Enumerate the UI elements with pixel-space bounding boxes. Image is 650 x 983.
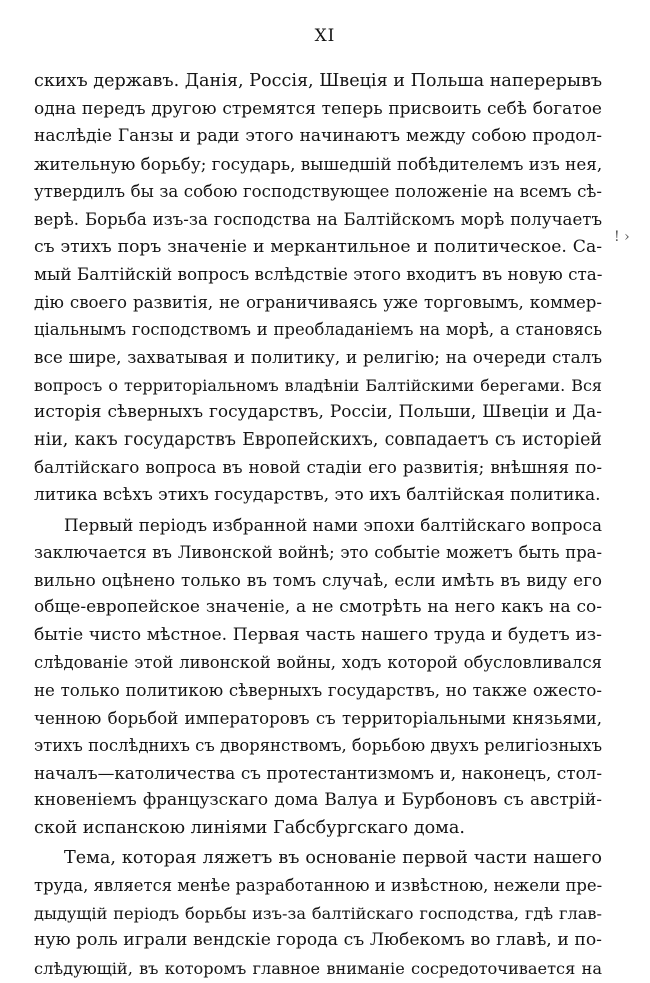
- text-line: съ этихъ поръ значеніе и меркантильное и политическое. Са-: [34, 236, 602, 257]
- paragraph-3: [34, 845, 602, 983]
- text-line: слѣдованіе этой ливонской войны, ходъ которой обусловливался: [34, 653, 602, 673]
- text-line: ную роль играли вендскіе города съ Любекомъ во главѣ, и по-: [34, 930, 602, 951]
- paragraph-1: [34, 68, 602, 510]
- text-line: дію своего развитія, не ограничиваясь уже торговымъ, коммер-: [34, 292, 602, 312]
- text-line: не только политикою сѣверныхъ государствъ, но также ожесто-: [34, 681, 602, 701]
- text-line: труда, является менѣе разработанною и извѣстною, нежели пре-: [34, 876, 602, 896]
- text-line: утвердилъ бы за собою господствующее положеніе на всемъ сѣ-: [34, 182, 602, 202]
- text-line: мый Балтійскій вопросъ вслѣдствіе этого входитъ въ новую ста-: [34, 264, 602, 285]
- text-line: Тема, которая ляжетъ въ основаніе первой части нашего: [64, 847, 602, 868]
- text-line: исторія сѣверныхъ государствъ, Россіи, Польши, Швеціи и Да-: [34, 402, 602, 423]
- text-line: слѣдующій, въ которомъ главное вниманіе сосредоточивается на: [34, 959, 602, 978]
- text-line: дыдущій періодъ борьбы изъ-за балтійскаго господства, гдѣ глав-: [34, 903, 602, 923]
- page-number: XI: [314, 26, 336, 46]
- body-text: [34, 68, 602, 983]
- text-line: верѣ. Борьба изъ-за господства на Балтійскомъ морѣ получаетъ: [34, 209, 602, 229]
- text-line: одна передъ другою стремятся теперь присвоить себѣ богатое: [34, 98, 602, 119]
- text-line: кновеніемъ французскаго дома Валуа и Бурбоновъ съ австрій-: [34, 790, 602, 811]
- text-line: бытіе чисто мѣстное. Первая часть нашего труда и будетъ из-: [34, 624, 602, 645]
- text-line: жительную борьбу; государь, вышедшій побѣдителемъ изъ нея,: [34, 153, 602, 174]
- text-line: этихъ послѣднихъ съ дворянствомъ, борьбою двухъ религіозныхъ: [34, 736, 602, 756]
- text-line: Первый періодъ избранной нами эпохи балтійскаго вопроса: [64, 514, 602, 535]
- text-line: скихъ державъ. Данія, Россія, Швеція и Польша наперерывъ: [34, 71, 602, 91]
- text-line: наслѣдіе Ганзы и ради этого начинаютъ между собою продол-: [34, 126, 602, 147]
- margin-annotation-mark: ! ›: [614, 229, 630, 245]
- text-line: литика всѣхъ этихъ государствъ, это ихъ балтійская политика.: [34, 484, 601, 505]
- text-line: балтійскаго вопроса въ новой стадіи его развитія; внѣшняя по-: [34, 457, 602, 478]
- text-line: ніи, какъ государствъ Европейскихъ, совпадаетъ съ исторіей: [34, 429, 602, 450]
- text-line: заключается въ Ливонской войнѣ; это событіе можетъ быть пра-: [34, 543, 602, 563]
- text-line: вопросъ о территоріальномъ владѣніи Балтійскими берегами. Вся: [34, 375, 602, 395]
- text-line: ской испанскою линіями Габсбургскаго дома.: [34, 818, 465, 839]
- text-line: все шире, захватывая и политику, и религію; на очереди сталъ: [34, 346, 602, 367]
- paragraph-2: [34, 512, 602, 843]
- text-line: ціальнымъ господствомъ и преобладаніемъ на морѣ, а становясь: [34, 320, 602, 340]
- text-line: ченною борьбой императоровъ съ территоріальными князьями,: [34, 708, 602, 728]
- text-line: вильно оцѣнено только въ томъ случаѣ, если имѣть въ виду его: [34, 569, 602, 590]
- text-line: началъ—католичества съ протестантизмомъ и, наконецъ, стол-: [34, 762, 602, 783]
- text-line: обще-европейское значеніе, а не смотрѣть на него какъ на со-: [34, 597, 602, 618]
